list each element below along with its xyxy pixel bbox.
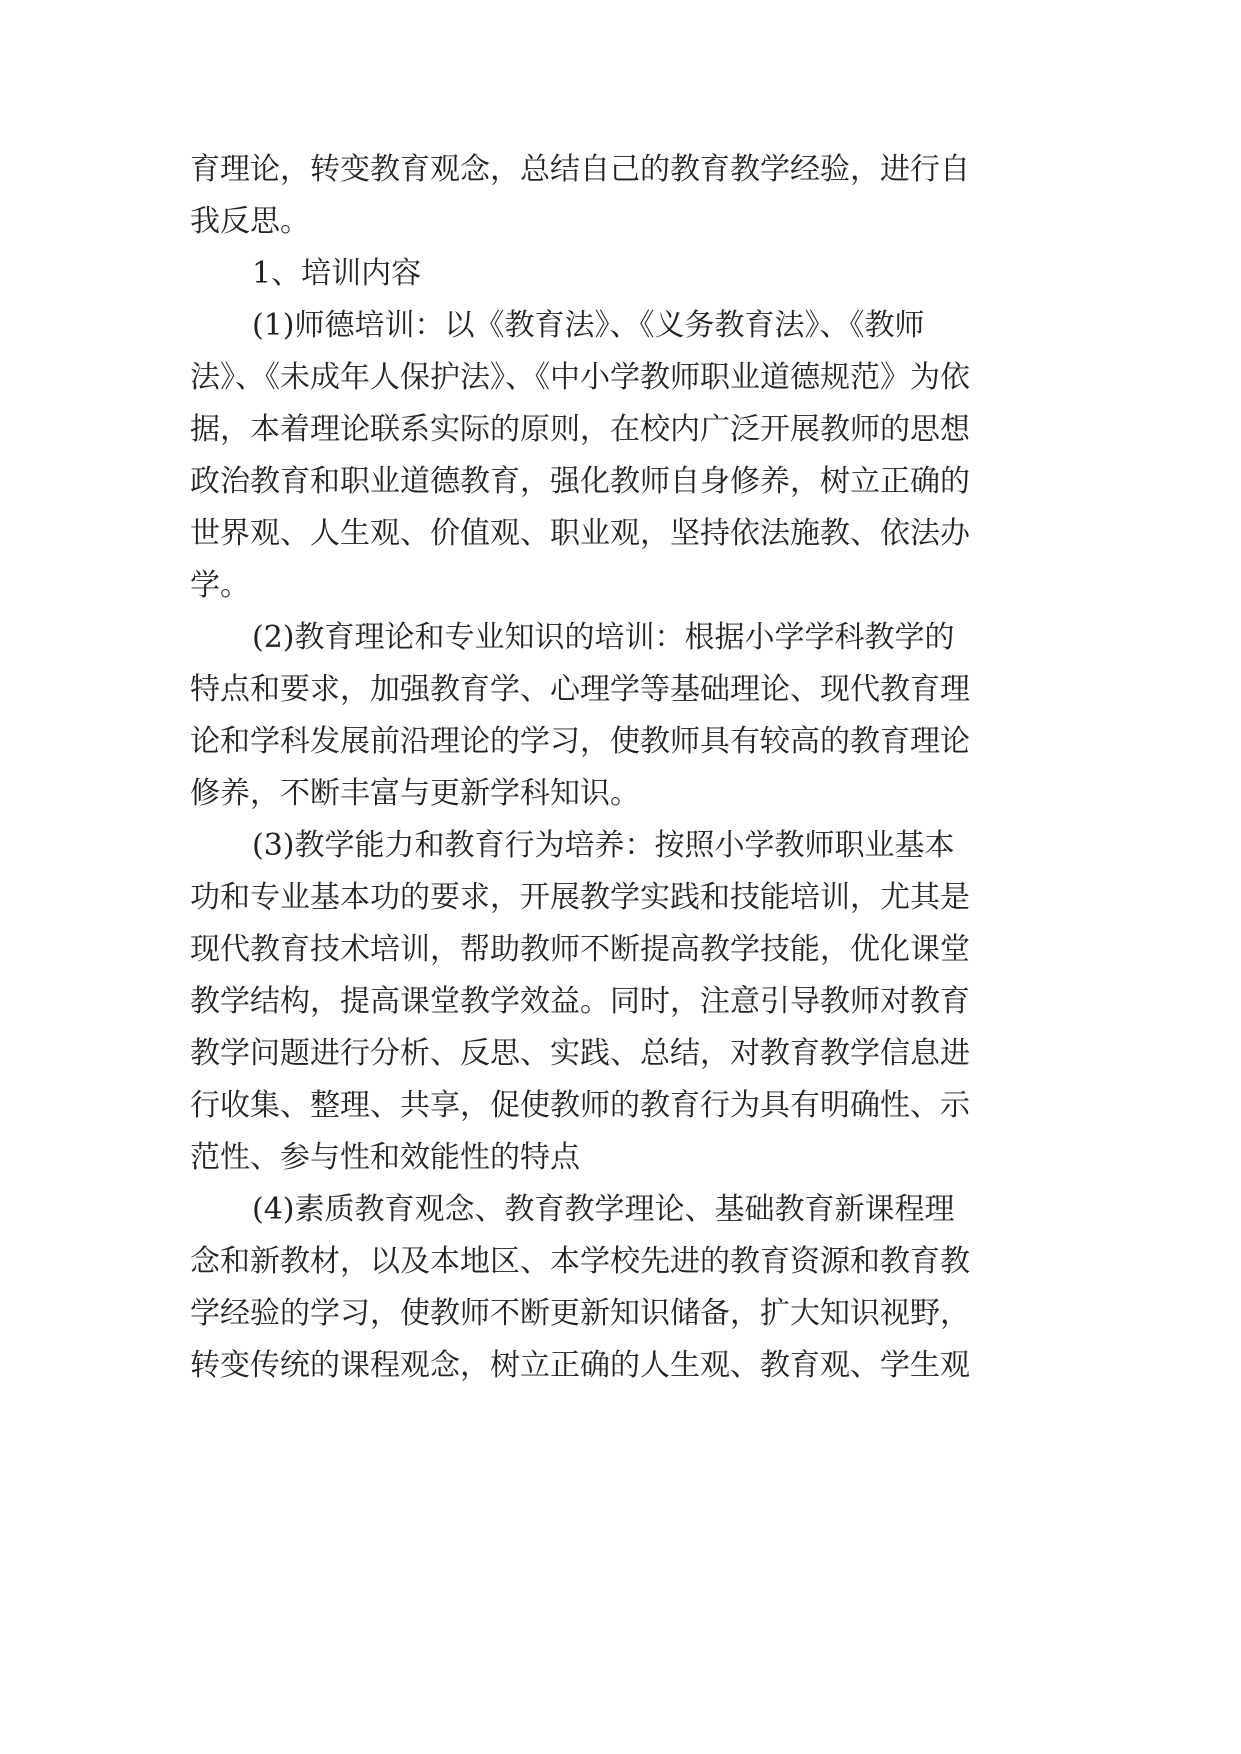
paragraph-start: (1)师德培训：以《教育法》、《义务教育法》、《教师 xyxy=(252,308,925,343)
text-line: 育理论，转变教育观念，总结自己的教育教学经验，进行自 xyxy=(190,152,970,187)
text-line: 现代教育技术培训，帮助教师不断提高教学技能，优化课堂 xyxy=(190,932,970,967)
text-line: 世界观、人生观、价值观、职业观，坚持依法施教、依法办 xyxy=(190,516,970,551)
text-line: 学经验的学习，使教师不断更新知识储备，扩大知识视野， xyxy=(190,1296,970,1331)
paragraph-start: (2)教育理论和专业知识的培训：根据小学学科教学的 xyxy=(252,620,955,655)
text-line: 论和学科发展前沿理论的学习，使教师具有较高的教育理论 xyxy=(190,724,970,759)
text-line: 法》、《未成年人保护法》、《中小学教师职业道德规范》为依 xyxy=(190,360,970,395)
section-heading: 1、培训内容 xyxy=(252,256,422,291)
text-line: 政治教育和职业道德教育，强化教师自身修养，树立正确的 xyxy=(190,464,970,499)
text-line: 功和专业基本功的要求，开展教学实践和技能培训，尤其是 xyxy=(190,880,970,915)
text-line: 特点和要求，加强教育学、心理学等基础理论、现代教育理 xyxy=(190,672,970,707)
text-line: 我反思。 xyxy=(190,204,310,239)
text-line: 教学问题进行分析、反思、实践、总结，对教育教学信息进 xyxy=(190,1036,970,1071)
text-line: 念和新教材，以及本地区、本学校先进的教育资源和教育教 xyxy=(190,1244,970,1279)
text-line: 教学结构，提高课堂教学效益。同时，注意引导教师对教育 xyxy=(190,984,970,1019)
text-line: 学。 xyxy=(190,568,250,603)
paragraph-start: (3)教学能力和教育行为培养：按照小学教师职业基本 xyxy=(252,828,955,863)
text-line: 转变传统的课程观念，树立正确的人生观、教育观、学生观 xyxy=(190,1348,970,1383)
paragraph-start: (4)素质教育观念、教育教学理论、基础教育新课程理 xyxy=(252,1192,955,1227)
text-line: 修养，不断丰富与更新学科知识。 xyxy=(190,776,640,811)
text-line: 据，本着理论联系实际的原则，在校内广泛开展教师的思想 xyxy=(190,412,970,447)
text-line: 范性、参与性和效能性的特点 xyxy=(190,1140,580,1175)
text-line: 行收集、整理、共享，促使教师的教育行为具有明确性、示 xyxy=(190,1088,970,1123)
